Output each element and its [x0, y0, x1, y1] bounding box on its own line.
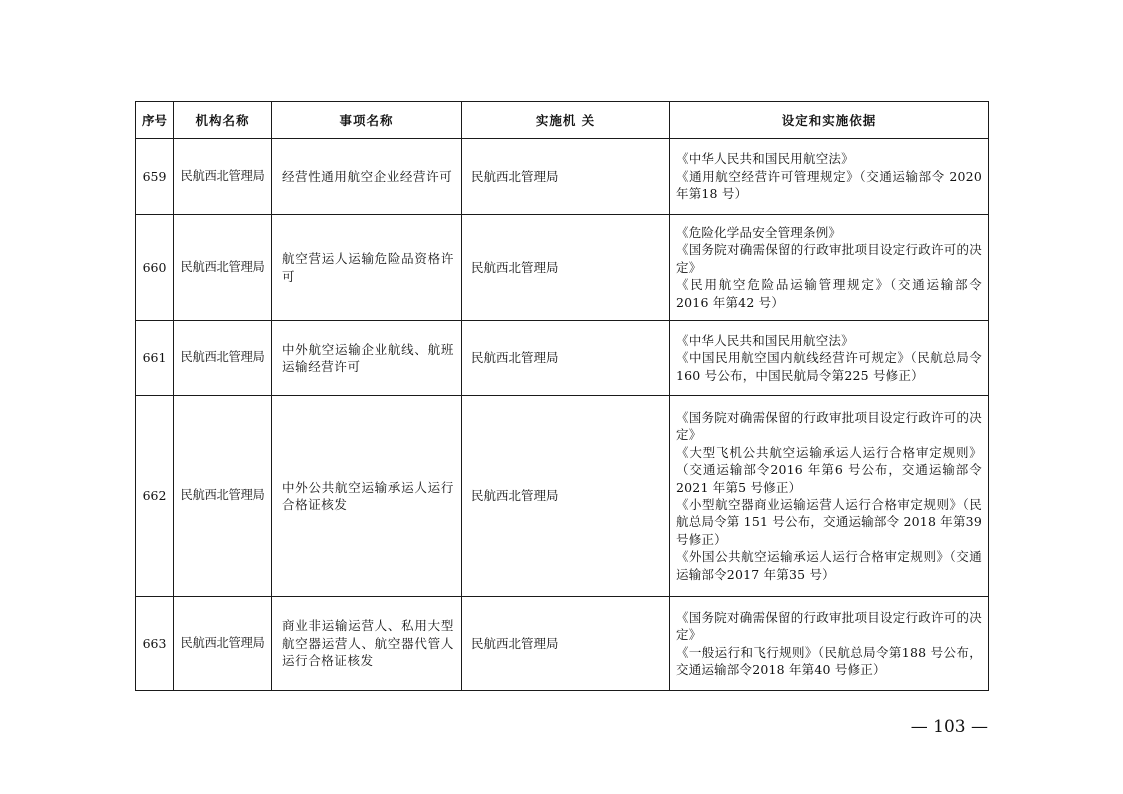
header-item: 事项名称 — [272, 102, 462, 139]
table-row — [136, 139, 989, 215]
cell-org: 民航西北管理局 — [174, 139, 272, 215]
cell-item: 商业非运输运营人、私用大型航空器运营人、航空器代管人运行合格证核发 — [272, 597, 462, 691]
cell-item: 经营性通用航空企业经营许可 — [272, 139, 462, 215]
cell-seq: 662 — [136, 396, 174, 597]
basis-line: 《民用航空危险品运输管理规定》（交通运输部令 2016 年第42 号） — [676, 277, 982, 310]
basis-line: 《中国民用航空国内航线经营许可规定》（民航总局令160 号公布，中国民航局令第225 号修正） — [676, 350, 982, 383]
header-basis: 设定和实施依据 — [670, 102, 989, 139]
cell-item: 航空营运人运输危险品资格许可 — [272, 215, 462, 321]
cell-basis — [670, 215, 989, 321]
cell-org: 民航西北管理局 — [174, 321, 272, 396]
cell-agency: 民航西北管理局 — [462, 139, 670, 215]
cell-org: 民航西北管理局 — [174, 597, 272, 691]
basis-line: 《小型航空器商业运输运营人运行合格审定规则》（民航总局令第 151 号公布，交通运输部令 2018 年第39 号修正） — [676, 497, 982, 547]
approval-items-table — [135, 101, 989, 691]
basis-line: 《一般运行和飞行规则》（民航总局令第188 号公布，交通运输部令2018 年第40 号修正） — [676, 644, 982, 677]
cell-agency: 民航西北管理局 — [462, 215, 670, 321]
cell-org: 民航西北管理局 — [174, 396, 272, 597]
basis-line: 《通用航空经营许可管理规定》（交通运输部令 2020 年第18 号） — [676, 168, 982, 202]
cell-item: 中外航空运输企业航线、航班运输经营许可 — [272, 321, 462, 396]
cell-agency: 民航西北管理局 — [462, 321, 670, 396]
header-org: 机构名称 — [174, 102, 272, 139]
cell-seq: 661 — [136, 321, 174, 396]
basis-line: 《中华人民共和国民用航空法》 — [676, 332, 854, 348]
page-number: — 103 — — [910, 717, 988, 737]
cell-agency: 民航西北管理局 — [462, 396, 670, 597]
cell-seq: 663 — [136, 597, 174, 691]
basis-line: 《危险化学品安全管理条例》 — [676, 224, 842, 240]
table-header-row — [136, 102, 989, 139]
cell-seq: 659 — [136, 139, 174, 215]
cell-item: 中外公共航空运输承运人运行合格证核发 — [272, 396, 462, 597]
basis-line: 《国务院对确需保留的行政审批项目设定行政许可的决定》 — [676, 609, 982, 643]
basis-line: 《国务院对确需保留的行政审批项目设定行政许可的决定》 — [676, 409, 982, 443]
cell-basis — [670, 139, 989, 215]
cell-seq: 660 — [136, 215, 174, 321]
cell-basis — [670, 597, 989, 691]
cell-basis — [670, 396, 989, 597]
table-row — [136, 215, 989, 321]
basis-line: 《国务院对确需保留的行政审批项目设定行政许可的决定》 — [676, 242, 982, 275]
cell-basis — [670, 321, 989, 396]
basis-line: 《外国公共航空运输承运人运行合格审定规则》（交通运输部令2017 年第35 号） — [676, 549, 982, 582]
header-seq: 序号 — [136, 102, 174, 139]
table-row — [136, 321, 989, 396]
header-agency: 实施机 关 — [462, 102, 670, 139]
cell-org: 民航西北管理局 — [174, 215, 272, 321]
cell-agency: 民航西北管理局 — [462, 597, 670, 691]
basis-line: 《大型飞机公共航空运输承运人运行合格审定规则》（交通运输部令2016 年第6 号公布，交通运输部令2021 年第5 号修正） — [676, 444, 982, 495]
basis-line: 《中华人民共和国民用航空法》 — [676, 151, 854, 167]
table-row — [136, 396, 989, 597]
table-row — [136, 597, 989, 691]
